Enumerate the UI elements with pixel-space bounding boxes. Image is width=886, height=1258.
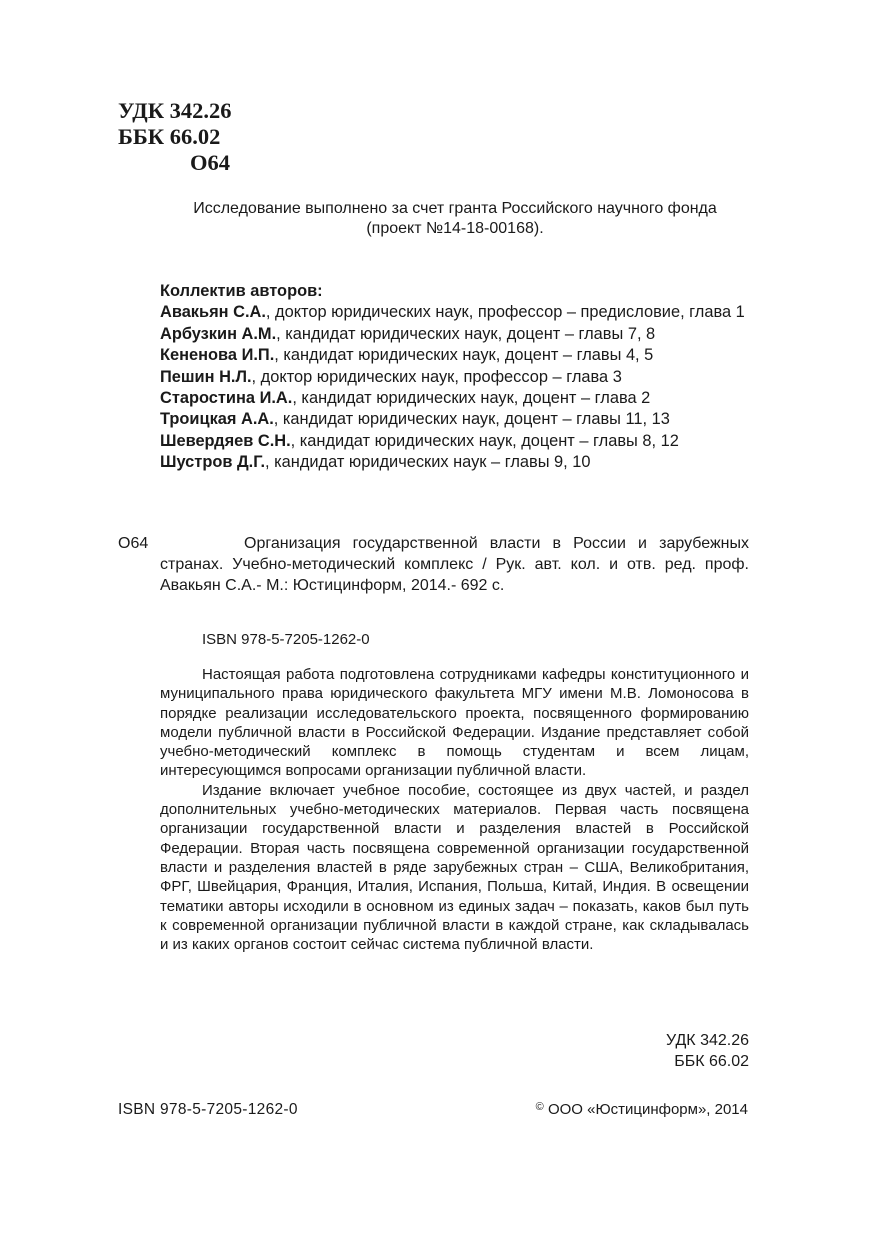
author-desc: , доктор юридических наук, профессор – глава 3 <box>251 367 622 386</box>
author-name: Арбузкин А.М. <box>160 324 277 343</box>
author-name: Шустров Д.Г. <box>160 453 266 472</box>
author-desc: , кандидат юридических наук, доцент – главы 4, 5 <box>274 346 654 365</box>
author-entry <box>160 431 760 452</box>
author-name: Кененова И.П. <box>160 346 275 365</box>
author-name: Пешин Н.Л. <box>160 367 252 386</box>
isbn-inline: ISBN 978-5-7205-1262-0 <box>202 631 370 648</box>
author-entry <box>160 324 760 345</box>
classification-codes <box>118 98 232 176</box>
author-entry <box>160 452 760 473</box>
author-entry <box>160 367 760 388</box>
footer-udk: УДК 342.26 <box>666 1032 749 1049</box>
footer-isbn: ISBN 978-5-7205-1262-0 <box>118 1101 298 1118</box>
bbk-code: ББК 66.02 <box>118 124 221 149</box>
author-entry <box>160 388 760 409</box>
author-entry <box>160 302 760 323</box>
author-entry <box>160 345 760 366</box>
bibliography-record: Организация государственной власти в России и зарубежных странах. Учебно-методический комплекс / Рук. авт. кол. и отв. ред. проф. Авакьян С.А.- М.: Юстицинформ, 2014.- 692 с. <box>160 535 749 594</box>
copyright-symbol: © <box>535 1101 544 1113</box>
author-name: Старостина И.А. <box>160 389 293 408</box>
copyright-holder: ООО «Юстицинформ», 2014 <box>547 1101 748 1118</box>
author-desc: , кандидат юридических наук, доцент – главы 11, 13 <box>273 410 670 429</box>
abstract-paragraph-1: Настоящая работа подготовлена сотрудниками кафедры конституционного и муниципального права юридического факультета МГУ имени М.В. Ломоносова в порядке реализации исследовательского проекта, посвященного формированию модели публичной власти в Российской Федерации. Издание представляет собой учебно-методический комплекс в помощь студентам и всем лицам, интересующимся вопросами организации публичной власти. <box>160 666 749 780</box>
author-name: Троицкая А.А. <box>160 410 274 429</box>
author-mark: О64 <box>190 150 231 175</box>
author-name: Шевердяев С.Н. <box>160 431 291 450</box>
grant-line-1: Исследование выполнено за счет гранта Российского научного фонда <box>193 200 717 217</box>
abstract-paragraph-2: Издание включает учебное пособие, состоящее из двух частей, и раздел дополнительных учебно-методических материалов. Первая часть посвящена организации государственной власти и разделения властей в Российской Федерации. Вторая часть посвящена современной организации государственной власти и разделения властей в ряде зарубежных стран – США, Великобритания, ФРГ, Швейцария, Франция, Италия, Испания, Польша, Китай, Индия. В освещении тематики авторы исходили в основном из единых задач – показать, каков был путь к современной организации публичной власти в каждой стране, как складывалась и из каких органов состоит сейчас система публичной власти. <box>160 781 749 954</box>
author-desc: , кандидат юридических наук, доцент – главы 8, 12 <box>290 431 679 450</box>
authors-block <box>160 281 760 474</box>
author-desc: , кандидат юридических наук, доцент – глава 2 <box>292 389 651 408</box>
author-desc: , кандидат юридических наук, доцент – главы 7, 8 <box>276 324 656 343</box>
copyright-notice <box>480 1101 748 1118</box>
author-entry <box>160 409 760 430</box>
footer-codes <box>560 1030 749 1072</box>
author-desc: , кандидат юридических наук – главы 9, 10 <box>265 453 591 472</box>
bibliography-code: О64 <box>118 535 149 552</box>
grant-note <box>140 199 770 239</box>
authors-heading: Коллектив авторов: <box>160 282 323 300</box>
author-name: Авакьян С.А. <box>160 303 266 322</box>
footer-bbk: ББК 66.02 <box>674 1053 749 1070</box>
grant-line-2: (проект №14-18-00168). <box>366 220 544 237</box>
abstract <box>160 665 749 954</box>
udk-code: УДК 342.26 <box>118 98 232 123</box>
author-desc: , доктор юридических наук, профессор – предисловие, глава 1 <box>265 303 745 322</box>
